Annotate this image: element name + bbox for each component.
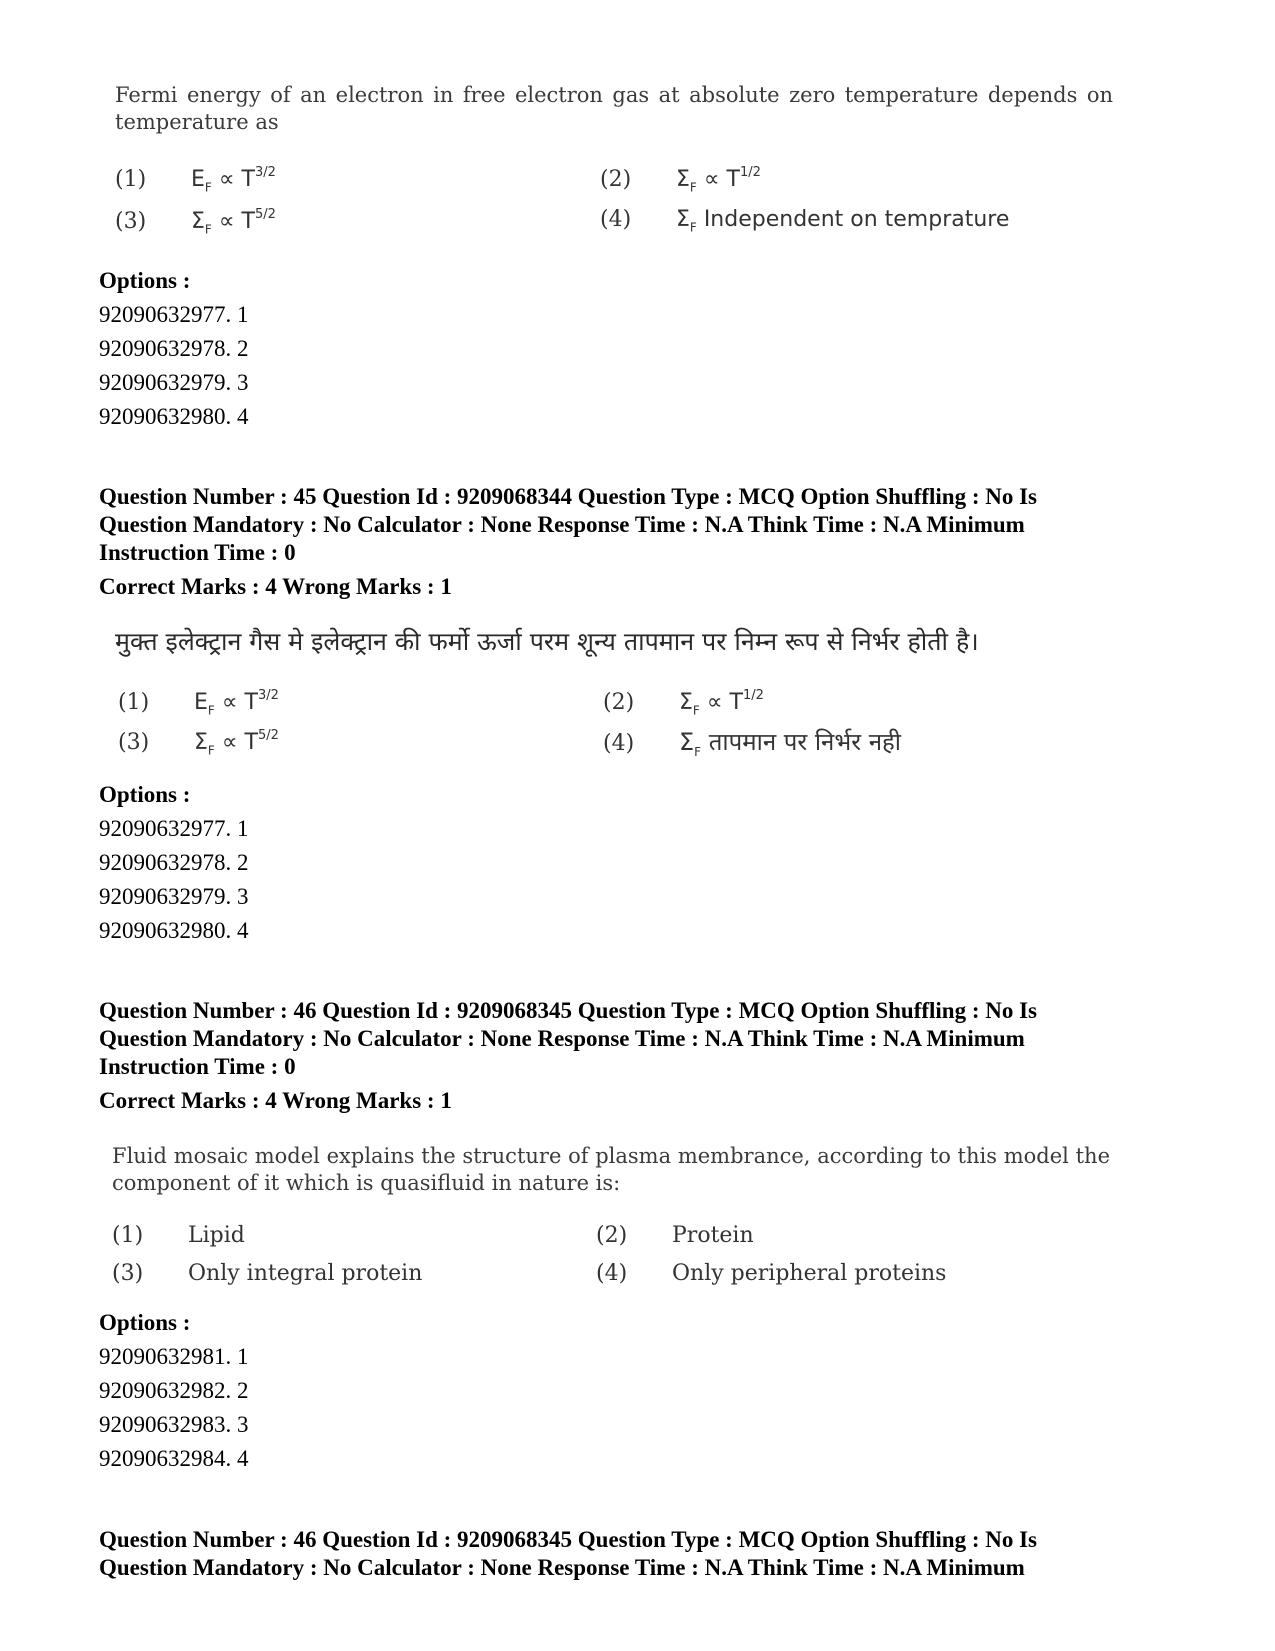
question-45-text: मुक्त इलेक्ट्रान गैस मे इलेक्ट्रान की फर्मो ऊर्जा परम शून्य तापमान पर निम्न रूप से निर्भर होती है। xyxy=(115,627,979,656)
q44-option-id: 92090632980. 4 xyxy=(99,404,249,429)
q46-option-id: 92090632983. 3 xyxy=(99,1412,249,1437)
q45-option-2: (2) $\Sigma_F \propto T^{1/2}$ xyxy=(603,688,764,718)
q46-option-id: 92090632982. 2 xyxy=(99,1378,249,1403)
q46-marks: Correct Marks : 4 Wrong Marks : 1 xyxy=(99,1088,452,1113)
q45-option-id: 92090632980. 4 xyxy=(99,918,249,943)
q46-options-label: Options : xyxy=(99,1310,191,1335)
q45-options-label: Options : xyxy=(99,782,191,807)
question-46-text: Fluid mosaic model explains the structure of plasma membrance, according to this model the component of it which is quasifluid in nature is: xyxy=(112,1144,1110,1195)
q46-option-id: 92090632981. 1 xyxy=(99,1344,249,1369)
q46-option-1: (1) Lipid xyxy=(112,1223,245,1248)
q46-meta: Question Number : 46 Question Id : 9209068345 Question Type : MCQ Option Shuffling : No Is Question Mandatory : No Calculator : None Response Time : N.A Think Time : N.A Minimum Instruction Time : 0 xyxy=(99,998,1038,1079)
q45-meta: Question Number : 45 Question Id : 9209068344 Question Type : MCQ Option Shuffling : No Is Question Mandatory : No Calculator : None Response Time : N.A Think Time : N.A Minimum Instruction Time : 0 xyxy=(99,484,1038,565)
q44-option-id: 92090632979. 3 xyxy=(99,370,249,395)
q46-option-id: 92090632984. 4 xyxy=(99,1446,249,1471)
q44-option-id: 92090632977. 1 xyxy=(99,302,249,327)
q45-option-id: 92090632978. 2 xyxy=(99,850,249,875)
q45-option-3: (3) $\Sigma_F \propto T^{5/2}$ xyxy=(118,728,279,758)
q45-option-id: 92090632979. 3 xyxy=(99,884,249,909)
q46-repeat-meta: Question Number : 46 Question Id : 9209068345 Question Type : MCQ Option Shuffling : No Is Question Mandatory : No Calculator : None Response Time : N.A Think Time : N.A Minimum xyxy=(99,1527,1038,1580)
q45-option-4: (4) $\Sigma_F$ तापमान पर निर्भर नही xyxy=(603,728,901,759)
q44-option-1: (1) $E_F \propto T^{3/2}$ xyxy=(115,165,276,195)
q45-marks: Correct Marks : 4 Wrong Marks : 1 xyxy=(99,574,452,599)
q46-option-4: (4) Only peripheral proteins xyxy=(596,1261,947,1286)
q45-option-id: 92090632977. 1 xyxy=(99,816,249,841)
q44-option-3: (3) $\Sigma_F \propto T^{5/2}$ xyxy=(115,207,276,237)
q45-option-1: (1) $E_F \propto T^{3/2}$ xyxy=(118,688,279,718)
q44-option-4: (4) $\Sigma_F$ Independent on temprature xyxy=(600,207,1010,235)
q44-option-id: 92090632978. 2 xyxy=(99,336,249,361)
q46-option-3: (3) Only integral protein xyxy=(112,1261,423,1286)
q44-option-2: (2) $\Sigma_F \propto T^{1/2}$ xyxy=(600,165,761,195)
question-44-text: Fermi energy of an electron in free electron gas at absolute zero temperature depends on temperature as xyxy=(115,83,1113,134)
q44-options-label: Options : xyxy=(99,268,191,293)
q46-option-2: (2) Protein xyxy=(596,1223,754,1248)
